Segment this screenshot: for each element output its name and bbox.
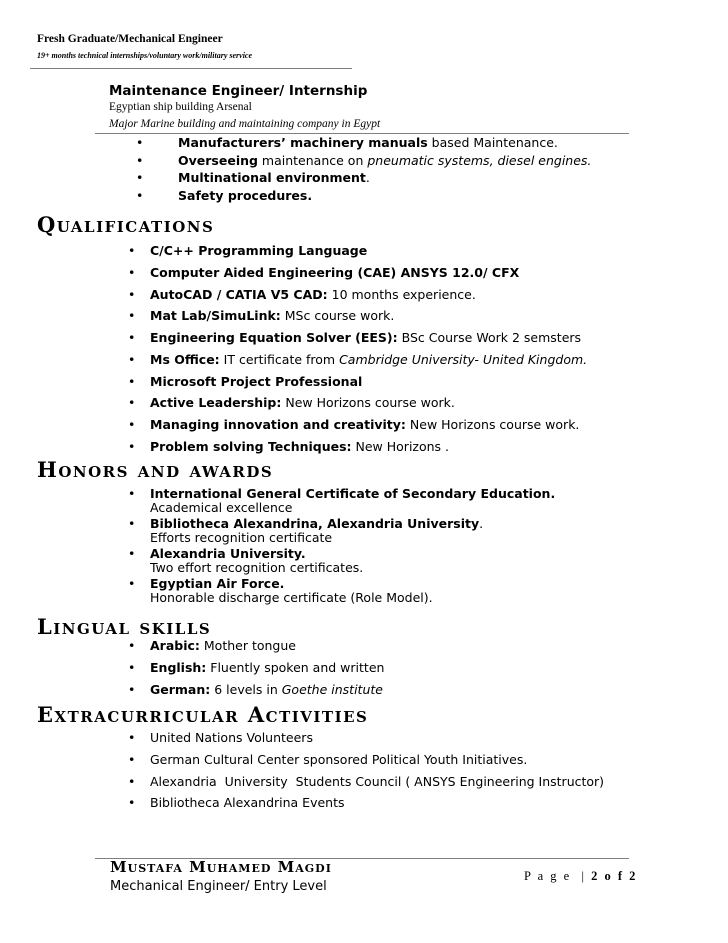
item-bold: Microsoft Project Professional <box>150 373 363 389</box>
item-bold: Problem solving Techniques: <box>150 438 352 454</box>
bullet-icon: • <box>128 395 136 411</box>
section-heading-qualifications: Qualifications <box>37 212 215 237</box>
bullet-icon: • <box>136 187 144 203</box>
section-heading-extracurricular: Extracurricular Activities <box>37 702 369 727</box>
lingual-list <box>128 637 384 702</box>
item-bold: C/C++ Programming Language <box>150 243 368 258</box>
item-text: Bibliotheca Alexandrina Events <box>150 795 345 811</box>
list-item <box>128 659 384 676</box>
item-text: New Horizons course work. <box>405 417 580 432</box>
bullet-icon: • <box>128 286 136 302</box>
bullet-icon: • <box>128 576 136 591</box>
list-item <box>128 242 587 259</box>
bullet-icon: • <box>136 170 144 185</box>
bullet-icon: • <box>128 264 136 280</box>
job-description: Major Marine building and maintaining company in Egypt <box>109 118 381 130</box>
job-bullets <box>136 134 592 204</box>
list-item <box>128 394 587 411</box>
bullet-icon: • <box>128 751 136 767</box>
bullet-icon: • <box>136 135 144 150</box>
bullet-icon: • <box>128 659 136 675</box>
list-item <box>128 307 587 324</box>
bullet-icon: • <box>128 773 136 789</box>
item-text: United Nations Volunteers <box>150 730 313 745</box>
item-bold: Multinational environment <box>178 170 366 185</box>
list-item <box>136 152 592 170</box>
item-detail: Two effort recognition certificates. <box>150 560 364 575</box>
header-divider <box>30 68 352 69</box>
item-text: New Horizons course work. <box>281 395 455 411</box>
bullet-icon: • <box>128 681 136 697</box>
bullet-icon: • <box>128 308 136 324</box>
item-text: New Horizons . <box>351 438 450 454</box>
list-item <box>128 547 555 575</box>
item-bold: AutoCAD / CATIA V5 CAD: <box>150 286 328 302</box>
list-item <box>136 169 591 187</box>
list-item <box>128 729 604 746</box>
list-item <box>128 416 587 433</box>
item-italic: Cambridge University- United Kingdom. <box>339 351 588 367</box>
job-company: Egyptian ship building Arsenal <box>109 101 252 113</box>
item-bold: Mat Lab/SimuLink: <box>150 308 281 324</box>
item-bold: Egyptian Air Force. <box>150 576 285 591</box>
list-item <box>128 264 587 281</box>
job-title: Maintenance Engineer/ Internship <box>109 83 368 99</box>
bullet-icon: • <box>128 243 136 258</box>
item-italic: Goethe institute <box>281 681 383 697</box>
list-item <box>128 286 587 303</box>
footer-name: Mustafa Muhamed Magdi <box>110 858 332 876</box>
item-bold: English: <box>150 659 207 675</box>
page-count: 2 o f 2 <box>591 869 638 883</box>
list-item <box>128 373 587 390</box>
bullet-icon: • <box>128 795 136 811</box>
item-detail: Academical excellence <box>150 500 293 515</box>
section-heading-honors: Honors and awards <box>37 457 274 482</box>
item-text: IT certificate from <box>219 351 340 367</box>
item-text: based Maintenance. <box>427 135 558 150</box>
list-item <box>128 351 587 368</box>
list-item <box>128 329 587 346</box>
qualifications-list <box>128 242 587 460</box>
item-text: . <box>479 516 484 531</box>
list-item <box>128 517 555 545</box>
list-item <box>136 187 591 205</box>
bullet-icon: • <box>128 546 136 561</box>
item-detail: Efforts recognition certificate <box>150 530 333 545</box>
item-bold: Arabic: <box>150 638 200 653</box>
resume-headline: Fresh Graduate/Mechanical Engineer <box>37 33 223 45</box>
item-bold: Active Leadership: <box>150 395 282 411</box>
item-bold: Ms Office: <box>150 351 220 367</box>
list-item <box>128 438 587 455</box>
item-bold: Overseeing <box>178 152 258 168</box>
item-bold: Safety procedures. <box>178 187 313 203</box>
bullet-icon: • <box>128 351 136 367</box>
item-text: MSc course work. <box>280 308 395 324</box>
resume-subheadline: 19+ months technical internships/voluntary work/military service <box>37 51 253 60</box>
list-item <box>128 577 555 605</box>
bullet-icon: • <box>128 373 136 389</box>
item-text: Fluently spoken and written <box>206 659 385 675</box>
list-item <box>128 773 604 790</box>
list-item <box>136 134 591 152</box>
item-text: . <box>365 170 370 185</box>
item-bold: Computer Aided Engineering (CAE) ANSYS 12.0/ CFX <box>150 264 520 280</box>
list-item <box>128 794 604 811</box>
item-bold: Alexandria University. <box>150 546 306 561</box>
honors-list <box>128 487 555 607</box>
bullet-icon: • <box>128 417 136 432</box>
page-prefix: P a g e | <box>524 869 592 883</box>
item-text: 10 months experience. <box>327 286 476 302</box>
list-item <box>128 751 604 768</box>
item-text: Mother tongue <box>199 638 296 653</box>
section-heading-lingual: Lingual skills <box>37 614 212 639</box>
item-bold: Engineering Equation Solver (EES): <box>150 330 398 345</box>
item-text: 6 levels in <box>210 681 282 697</box>
bullet-icon: • <box>128 486 136 501</box>
list-item <box>128 681 384 698</box>
bullet-icon: • <box>136 152 144 168</box>
item-bold: Managing innovation and creativity: <box>150 417 406 432</box>
item-text: German Cultural Center sponsored Political Youth Initiatives. <box>150 751 528 767</box>
item-detail: Honorable discharge certificate (Role Model). <box>150 590 433 605</box>
item-text: Alexandria University Students Council ( ANSYS Engineering Instructor) <box>150 773 605 789</box>
footer-role: Mechanical Engineer/ Entry Level <box>110 879 327 894</box>
item-text: BSc Course Work 2 semsters <box>397 330 582 345</box>
item-bold: Manufacturers’ machinery manuals <box>178 135 428 150</box>
bullet-icon: • <box>128 438 136 454</box>
list-item <box>128 487 555 515</box>
page-number <box>524 869 637 884</box>
bullet-icon: • <box>128 638 136 653</box>
extracurricular-list <box>128 729 604 816</box>
item-bold: German: <box>150 681 211 697</box>
list-item <box>128 637 384 654</box>
item-bold: International General Certificate of Secondary Education. <box>150 486 556 501</box>
item-text: maintenance on <box>257 152 368 168</box>
item-bold: Bibliotheca Alexandrina, Alexandria University <box>150 516 480 531</box>
item-italic: pneumatic systems, diesel engines. <box>367 152 592 168</box>
bullet-icon: • <box>128 516 136 531</box>
bullet-icon: • <box>128 330 136 345</box>
bullet-icon: • <box>128 730 136 745</box>
